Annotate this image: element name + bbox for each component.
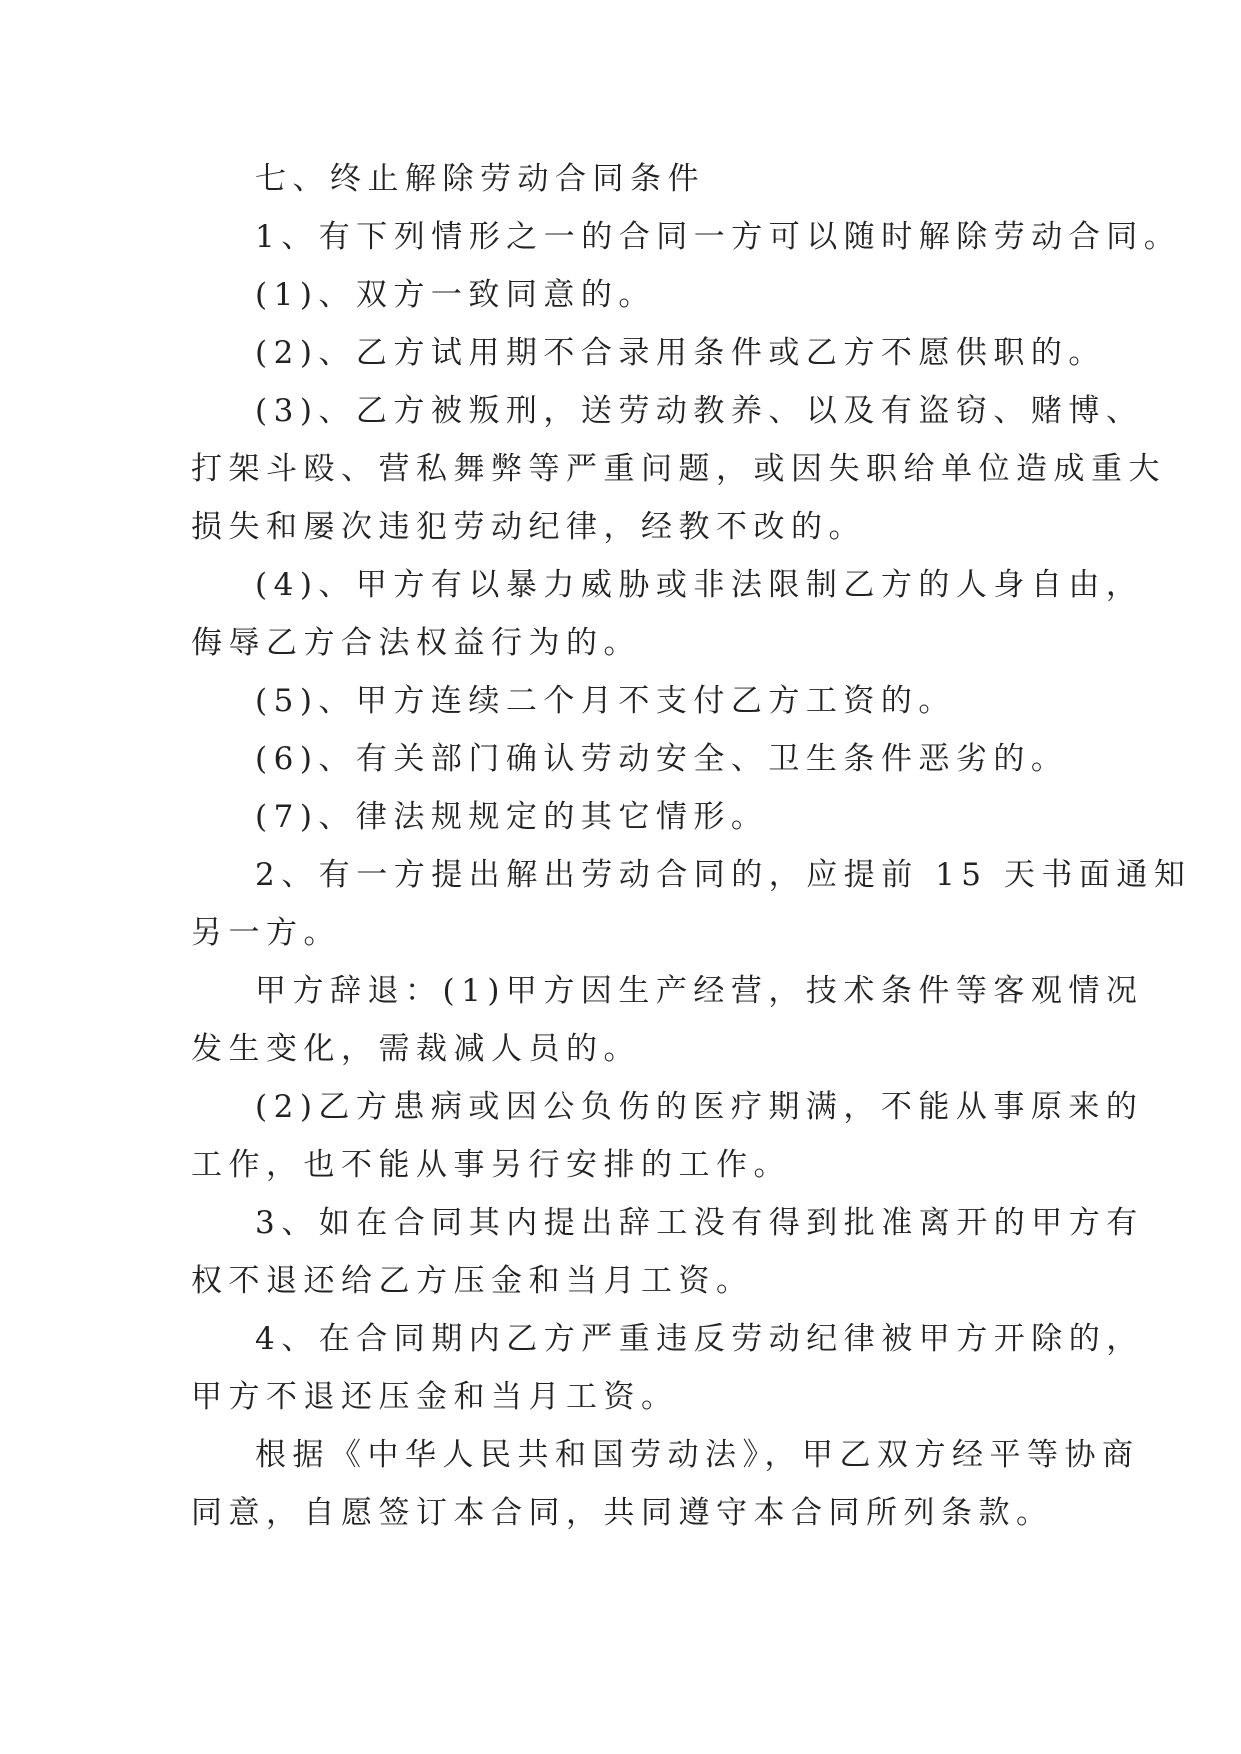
clause-4-line-2: 甲方不退还压金和当月工资。 xyxy=(191,1379,679,1415)
dismissal-line-1: 甲方辞退：(1)甲方因生产经营，技术条件等客观情况 xyxy=(255,973,1144,1009)
closing-line-2: 同意，自愿签订本合同，共同遵守本合同所列条款。 xyxy=(191,1495,1054,1531)
dismissal-2-line-1: (2)乙方患病或因公负伤的医疗期满，不能从事原来的 xyxy=(255,1089,1144,1125)
dismissal-2-line-2: 工作，也不能从事另行安排的工作。 xyxy=(191,1147,791,1183)
item-3-line-1: (3)、乙方被叛刑，送劳动教养、以及有盗窃、赌博、 xyxy=(255,393,1144,429)
item-1: (1)、双方一致同意的。 xyxy=(255,277,656,313)
clause-3-line-2: 权不退还给乙方压金和当月工资。 xyxy=(191,1263,754,1299)
closing-line-1: 根据《中华人民共和国劳动法》，甲乙双方经平等协商 xyxy=(255,1437,1140,1473)
clause-1: 1、有下列情形之一的合同一方可以随时解除劳动合同。 xyxy=(255,219,1182,255)
clause-4-line-1: 4、在合同期内乙方严重违反劳动纪律被甲方开除的， xyxy=(255,1321,1144,1357)
clause-2-line-2: 另一方。 xyxy=(191,915,341,951)
item-4-line-2: 侮辱乙方合法权益行为的。 xyxy=(191,625,641,661)
item-7: (7)、律法规规定的其它情形。 xyxy=(255,799,769,835)
item-3-line-2: 打架斗殴、营私舞弊等严重问题，或因失职给单位造成重大 xyxy=(191,451,1166,487)
item-5: (5)、甲方连续二个月不支付乙方工资的。 xyxy=(255,683,956,719)
item-6: (6)、有关部门确认劳动安全、卫生条件恶劣的。 xyxy=(255,741,1069,777)
item-4-line-1: (4)、甲方有以暴力威胁或非法限制乙方的人身自由， xyxy=(255,567,1144,603)
item-2: (2)、乙方试用期不合录用条件或乙方不愿供职的。 xyxy=(255,335,1106,371)
dismissal-line-2: 发生变化，需裁减人员的。 xyxy=(191,1031,641,1067)
item-3-line-3: 损失和屡次违犯劳动纪律，经教不改的。 xyxy=(191,509,866,545)
document-body xyxy=(191,150,1192,1542)
section-heading: 七、终止解除劳动合同条件 xyxy=(255,161,705,197)
clause-3-line-1: 3、如在合同其内提出辞工没有得到批准离开的甲方有 xyxy=(255,1205,1144,1241)
clause-2-line-1: 2、有一方提出解出劳动合同的，应提前 15 天书面通知 xyxy=(255,857,1192,893)
